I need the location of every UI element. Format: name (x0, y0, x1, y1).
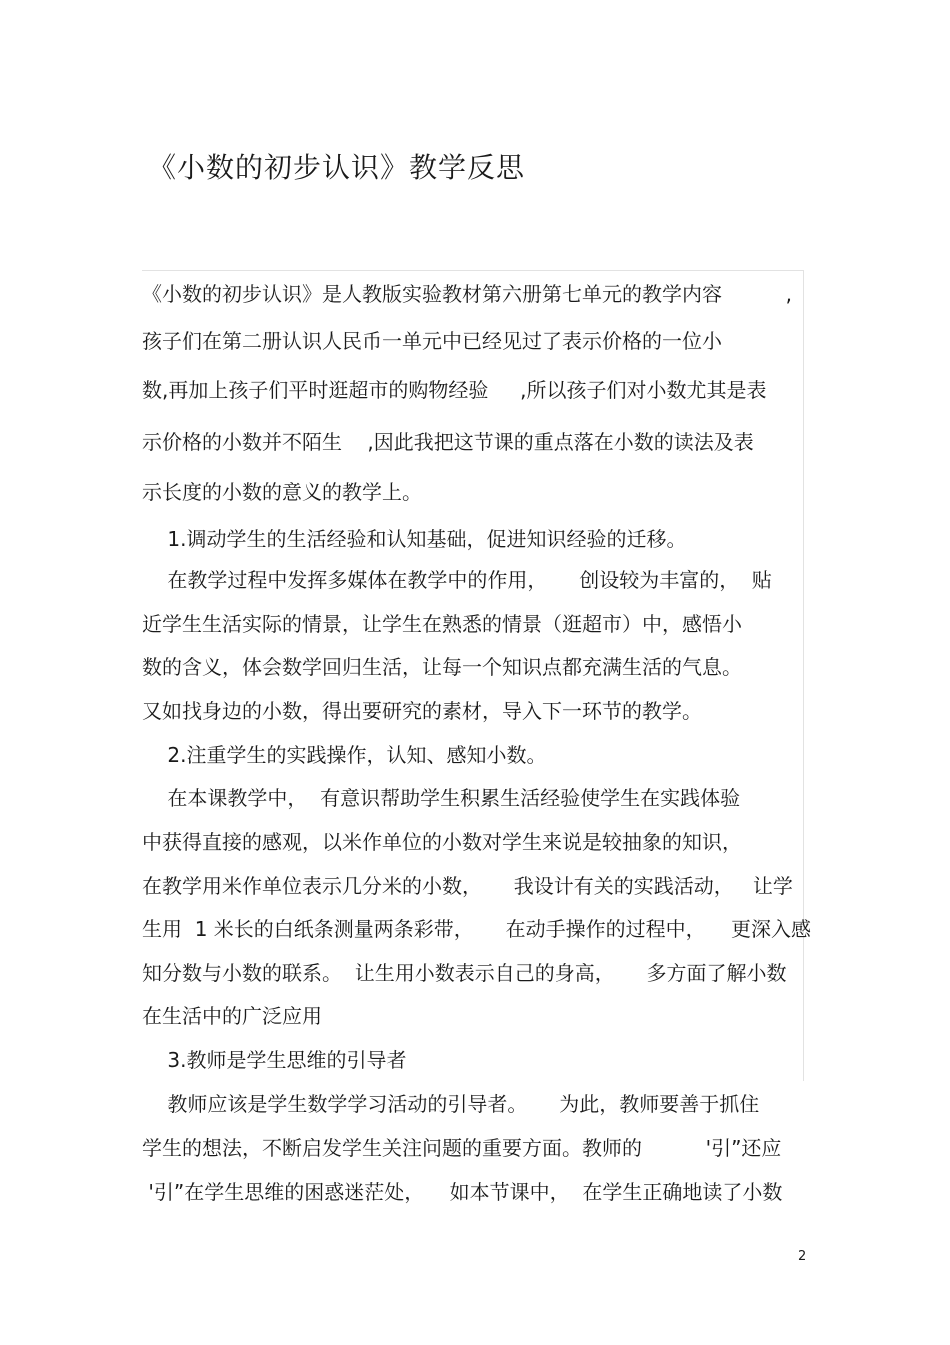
paragraph-line: 在教学用米作单位表示几分米的小数， 我设计有关的实践活动， 让学 (142, 874, 793, 898)
section-heading: 2.注重学生的实践操作，认知、感知小数。 (142, 743, 547, 767)
paragraph-line: 示价格的小数并不陌生 ,因此我把这节课的重点落在小数的读法及表 (142, 430, 754, 454)
paragraph-line: 近学生生活实际的情景，让学生在熟悉的情景（逛超市）中，感悟小 (142, 612, 742, 636)
paragraph-line: 教师应该是学生数学学习活动的引导者。 为此，教师要善于抓住 (142, 1092, 760, 1116)
section-heading: 3.教师是学生思维的引导者 (142, 1048, 407, 1072)
paragraph-line: 在教学过程中发挥多媒体在教学中的作用， 创设较为丰富的， 贴 (142, 568, 772, 592)
paragraph-line: 学生的想法，不断启发学生关注问题的重要方面。教师的 '引”还应 (142, 1136, 782, 1160)
paragraph-line: 又如找身边的小数，得出要研究的素材，导入下一环节的教学。 (142, 699, 702, 723)
paragraph-line: 《小数的初步认识》是人教版实验教材第六册第七单元的教学内容 , (142, 282, 792, 306)
paragraph-line: 示长度的小数的意义的教学上。 (142, 480, 422, 504)
document-title: 《小数的初步认识》教学反思 (148, 151, 526, 184)
paragraph-line: 在生活中的广泛应用 (142, 1004, 322, 1028)
paragraph-line: 孩子们在第二册认识人民币一单元中已经见过了表示价格的一位小 (142, 329, 722, 353)
paragraph-line: 中获得直接的感观，以米作单位的小数对学生来说是较抽象的知识， (142, 830, 742, 854)
paragraph-line: 数的含义，体会数学回归生活，让每一个知识点都充满生活的气息。 (142, 655, 742, 679)
paragraph-line: 数,再加上孩子们平时逛超市的购物经验 ,所以孩子们对小数尤其是表 (142, 378, 767, 402)
paragraph-line: 在本课教学中， 有意识帮助学生积累生活经验使学生在实践体验 (142, 786, 741, 810)
page-number: 2 (798, 1249, 807, 1264)
paragraph-line: 生用 1 米长的白纸条测量两条彩带， 在动手操作的过程中， 更深入感 (142, 917, 812, 941)
paragraph-line: 知分数与小数的联系。 让生用小数表示自己的身高， 多方面了解小数 (142, 961, 787, 985)
section-heading: 1.调动学生的生活经验和认知基础，促进知识经验的迁移。 (142, 527, 687, 551)
paragraph-line: '引”在学生思维的困惑迷茫处， 如本节课中， 在学生正确地读了小数 (142, 1180, 783, 1204)
